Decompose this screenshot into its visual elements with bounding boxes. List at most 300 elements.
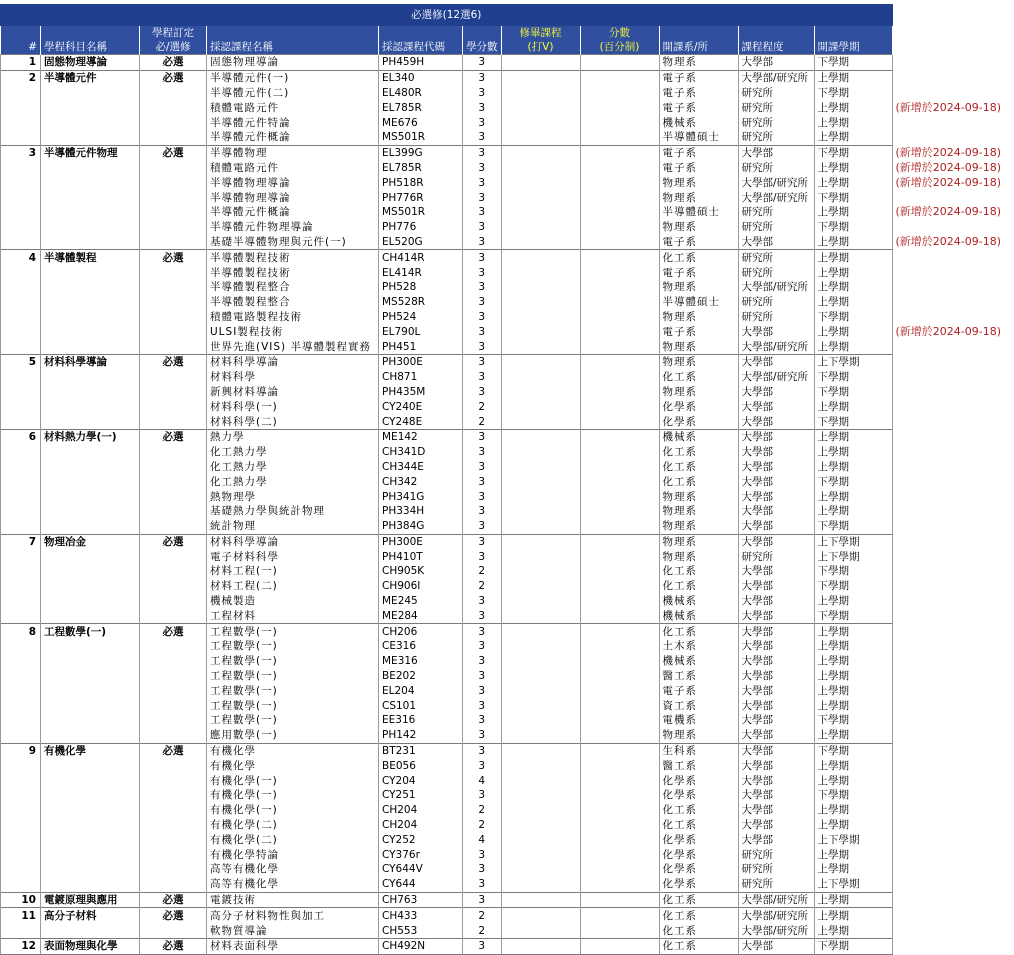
score-cell[interactable] (580, 594, 659, 609)
course-credits: 2 (463, 414, 502, 429)
subject-name: 半導體元件物理 (41, 145, 140, 160)
taken-check-cell[interactable] (501, 161, 580, 176)
taken-check-cell[interactable] (501, 564, 580, 579)
score-cell[interactable] (580, 504, 659, 519)
subject-name: 高分子材料 (41, 908, 140, 923)
course-name: 材料科學(一) (207, 399, 379, 414)
taken-check-cell[interactable] (501, 145, 580, 160)
group-number (1, 86, 41, 101)
score-cell[interactable] (580, 519, 659, 534)
subject-name: 物理冶金 (41, 534, 140, 549)
table-row (1, 414, 1010, 429)
taken-check-cell[interactable] (501, 474, 580, 489)
course-code: CH871 (379, 370, 463, 385)
group-number (1, 877, 41, 892)
taken-check-cell[interactable] (501, 908, 580, 923)
score-cell[interactable] (580, 669, 659, 684)
taken-check-cell[interactable] (501, 698, 580, 713)
subject-name (41, 130, 140, 145)
score-cell[interactable] (580, 698, 659, 713)
department: 物理系 (659, 220, 738, 235)
table-row (1, 579, 1010, 594)
required-type (140, 86, 207, 101)
header-credits: 學分數 (463, 26, 502, 55)
score-cell[interactable] (580, 55, 659, 71)
taken-check-cell[interactable] (501, 115, 580, 130)
course-code: EL480R (379, 86, 463, 101)
header-score: 分數 (百分制) (580, 26, 659, 55)
course-code: PH341G (379, 489, 463, 504)
subject-name: 表面物理與化學 (41, 939, 140, 955)
score-cell[interactable] (580, 788, 659, 803)
taken-check-cell[interactable] (501, 339, 580, 354)
course-code: BT231 (379, 743, 463, 758)
subject-name (41, 339, 140, 354)
required-type (140, 669, 207, 684)
course-code: PH435M (379, 385, 463, 400)
score-cell[interactable] (580, 295, 659, 310)
semester: 上學期 (814, 624, 892, 639)
score-cell[interactable] (580, 354, 659, 369)
group-number (1, 489, 41, 504)
taken-check-cell[interactable] (501, 594, 580, 609)
taken-check-cell[interactable] (501, 370, 580, 385)
course-level: 大學部 (738, 460, 814, 475)
taken-check-cell[interactable] (501, 205, 580, 220)
department: 化工系 (659, 564, 738, 579)
score-cell[interactable] (580, 265, 659, 280)
subject-name (41, 235, 140, 250)
department: 電子系 (659, 683, 738, 698)
score-cell[interactable] (580, 190, 659, 205)
score-cell[interactable] (580, 220, 659, 235)
required-type (140, 639, 207, 654)
required-type: 必選 (140, 429, 207, 444)
score-cell[interactable] (580, 683, 659, 698)
department: 生科系 (659, 743, 738, 758)
semester: 下學期 (814, 86, 892, 101)
taken-check-cell[interactable] (501, 892, 580, 908)
department: 電子系 (659, 100, 738, 115)
group-number (1, 564, 41, 579)
table-row (1, 489, 1010, 504)
score-cell[interactable] (580, 489, 659, 504)
taken-check-cell[interactable] (501, 130, 580, 145)
taken-check-cell[interactable] (501, 713, 580, 728)
taken-check-cell[interactable] (501, 758, 580, 773)
score-cell[interactable] (580, 608, 659, 623)
taken-check-cell[interactable] (501, 354, 580, 369)
course-credits: 3 (463, 354, 502, 369)
semester: 下學期 (814, 579, 892, 594)
score-cell[interactable] (580, 86, 659, 101)
semester: 上學期 (814, 803, 892, 818)
course-credits: 3 (463, 608, 502, 623)
required-type (140, 100, 207, 115)
score-cell[interactable] (580, 161, 659, 176)
course-level: 大學部 (738, 504, 814, 519)
taken-check-cell[interactable] (501, 220, 580, 235)
score-cell[interactable] (580, 939, 659, 955)
score-cell[interactable] (580, 923, 659, 938)
course-level: 研究所 (738, 161, 814, 176)
semester: 上學期 (814, 758, 892, 773)
semester: 上學期 (814, 324, 892, 339)
subject-name (41, 818, 140, 833)
course-name: 半導體元件(二) (207, 86, 379, 101)
score-cell[interactable] (580, 474, 659, 489)
taken-check-cell[interactable] (501, 549, 580, 564)
course-name: 有機化學 (207, 743, 379, 758)
taken-check-cell[interactable] (501, 669, 580, 684)
taken-check-cell[interactable] (501, 579, 580, 594)
taken-check-cell[interactable] (501, 832, 580, 847)
table-row (1, 115, 1010, 130)
course-code: CY240E (379, 399, 463, 414)
course-name: 半導體製程技術 (207, 250, 379, 265)
taken-check-cell[interactable] (501, 235, 580, 250)
subject-name (41, 698, 140, 713)
taken-check-cell[interactable] (501, 939, 580, 955)
score-cell[interactable] (580, 205, 659, 220)
added-note: (新增於2024-09-18) (895, 235, 1002, 249)
taken-check-cell[interactable] (501, 803, 580, 818)
course-level: 大學部/研究所 (738, 892, 814, 908)
course-credits: 3 (463, 624, 502, 639)
subject-name (41, 519, 140, 534)
group-number (1, 324, 41, 339)
taken-check-cell[interactable] (501, 489, 580, 504)
table-row (1, 250, 1010, 265)
taken-check-cell[interactable] (501, 295, 580, 310)
group-number (1, 683, 41, 698)
semester: 上學期 (814, 205, 892, 220)
subject-name (41, 280, 140, 295)
department: 化工系 (659, 370, 738, 385)
course-credits: 3 (463, 698, 502, 713)
score-cell[interactable] (580, 773, 659, 788)
table-row (1, 324, 1010, 339)
course-code: PH528 (379, 280, 463, 295)
score-cell[interactable] (580, 728, 659, 743)
course-level: 大學部 (738, 683, 814, 698)
table-row (1, 519, 1010, 534)
score-cell[interactable] (580, 549, 659, 564)
course-credits: 3 (463, 385, 502, 400)
department: 化學系 (659, 832, 738, 847)
group-number (1, 295, 41, 310)
taken-check-cell[interactable] (501, 310, 580, 325)
course-name: 工程數學(一) (207, 624, 379, 639)
score-cell[interactable] (580, 310, 659, 325)
course-name: 有機化學(一) (207, 788, 379, 803)
header-dept: 開課系/所 (659, 26, 738, 55)
score-cell[interactable] (580, 100, 659, 115)
taken-check-cell[interactable] (501, 847, 580, 862)
taken-check-cell[interactable] (501, 385, 580, 400)
course-credits: 2 (463, 818, 502, 833)
table-row (1, 877, 1010, 892)
course-level: 大學部 (738, 939, 814, 955)
group-number (1, 445, 41, 460)
course-credits: 3 (463, 862, 502, 877)
score-cell[interactable] (580, 324, 659, 339)
required-type (140, 847, 207, 862)
score-cell[interactable] (580, 534, 659, 549)
department: 化工系 (659, 892, 738, 908)
score-cell[interactable] (580, 847, 659, 862)
taken-check-cell[interactable] (501, 190, 580, 205)
score-cell[interactable] (580, 832, 659, 847)
score-cell[interactable] (580, 385, 659, 400)
department: 化學系 (659, 773, 738, 788)
course-table (0, 4, 1010, 955)
score-cell[interactable] (580, 235, 659, 250)
course-name: 軟物質導論 (207, 923, 379, 938)
course-credits: 3 (463, 310, 502, 325)
semester: 上學期 (814, 445, 892, 460)
required-type (140, 683, 207, 698)
taken-check-cell[interactable] (501, 608, 580, 623)
taken-check-cell[interactable] (501, 504, 580, 519)
score-cell[interactable] (580, 399, 659, 414)
course-code: CH204 (379, 803, 463, 818)
course-name: 有機化學(一) (207, 803, 379, 818)
semester: 上學期 (814, 70, 892, 85)
table-row (1, 773, 1010, 788)
department: 機械系 (659, 608, 738, 623)
required-type (140, 654, 207, 669)
subject-name (41, 773, 140, 788)
course-credits: 3 (463, 489, 502, 504)
department: 化學系 (659, 788, 738, 803)
group-number (1, 758, 41, 773)
group-number (1, 115, 41, 130)
table-row (1, 70, 1010, 85)
score-cell[interactable] (580, 460, 659, 475)
semester: 上學期 (814, 669, 892, 684)
taken-check-cell[interactable] (501, 70, 580, 85)
group-number (1, 862, 41, 877)
taken-check-cell[interactable] (501, 728, 580, 743)
score-cell[interactable] (580, 250, 659, 265)
course-credits: 3 (463, 370, 502, 385)
course-code: EL790L (379, 324, 463, 339)
semester: 下學期 (814, 564, 892, 579)
score-cell[interactable] (580, 579, 659, 594)
course-credits: 3 (463, 175, 502, 190)
taken-check-cell[interactable] (501, 280, 580, 295)
course-credits: 3 (463, 280, 502, 295)
course-credits: 3 (463, 339, 502, 354)
group-number (1, 803, 41, 818)
added-note: (新增於2024-09-18) (895, 205, 1002, 219)
course-level: 研究所 (738, 115, 814, 130)
score-cell[interactable] (580, 175, 659, 190)
subject-name (41, 579, 140, 594)
course-code: PH451 (379, 339, 463, 354)
department: 醫工系 (659, 758, 738, 773)
course-name: ULSI製程技術 (207, 324, 379, 339)
group-number: 9 (1, 743, 41, 758)
score-cell[interactable] (580, 743, 659, 758)
course-code: EL785R (379, 100, 463, 115)
score-cell[interactable] (580, 370, 659, 385)
course-code: PH776 (379, 220, 463, 235)
score-cell[interactable] (580, 908, 659, 923)
course-credits: 2 (463, 579, 502, 594)
taken-check-cell[interactable] (501, 414, 580, 429)
course-level: 大學部 (738, 818, 814, 833)
taken-check-cell[interactable] (501, 773, 580, 788)
required-type: 必選 (140, 624, 207, 639)
course-credits: 3 (463, 295, 502, 310)
taken-check-cell[interactable] (501, 399, 580, 414)
subject-name: 固態物理導論 (41, 55, 140, 71)
taken-check-cell[interactable] (501, 324, 580, 339)
subject-name (41, 923, 140, 938)
score-cell[interactable] (580, 862, 659, 877)
required-type (140, 399, 207, 414)
group-number: 11 (1, 908, 41, 923)
course-level: 大學部/研究所 (738, 339, 814, 354)
score-cell[interactable] (580, 145, 659, 160)
course-code: CH553 (379, 923, 463, 938)
table-row (1, 862, 1010, 877)
header-course-name: 採認課程名稱 (207, 26, 379, 55)
table-row (1, 908, 1010, 923)
taken-check-cell[interactable] (501, 445, 580, 460)
score-cell[interactable] (580, 280, 659, 295)
course-credits: 3 (463, 639, 502, 654)
subject-name (41, 460, 140, 475)
course-level: 大學部/研究所 (738, 923, 814, 938)
score-cell[interactable] (580, 713, 659, 728)
taken-check-cell[interactable] (501, 923, 580, 938)
taken-check-cell[interactable] (501, 100, 580, 115)
course-name: 工程材料 (207, 608, 379, 623)
score-cell[interactable] (580, 429, 659, 444)
course-credits: 3 (463, 683, 502, 698)
table-row (1, 220, 1010, 235)
score-cell[interactable] (580, 70, 659, 85)
course-name: 材料科學導論 (207, 534, 379, 549)
course-code: BE056 (379, 758, 463, 773)
score-cell[interactable] (580, 758, 659, 773)
taken-check-cell[interactable] (501, 534, 580, 549)
subject-name (41, 265, 140, 280)
taken-check-cell[interactable] (501, 250, 580, 265)
required-type (140, 265, 207, 280)
course-code: ME676 (379, 115, 463, 130)
semester: 上學期 (814, 847, 892, 862)
taken-check-cell[interactable] (501, 265, 580, 280)
score-cell[interactable] (580, 624, 659, 639)
department: 化工系 (659, 445, 738, 460)
taken-check-cell[interactable] (501, 460, 580, 475)
subject-name: 半導體元件 (41, 70, 140, 85)
course-name: 半導體物理導論 (207, 175, 379, 190)
table-row (1, 205, 1010, 220)
table-row (1, 429, 1010, 444)
taken-check-cell[interactable] (501, 788, 580, 803)
group-number (1, 205, 41, 220)
score-cell[interactable] (580, 564, 659, 579)
taken-check-cell[interactable] (501, 683, 580, 698)
required-type (140, 773, 207, 788)
subject-name (41, 788, 140, 803)
score-cell[interactable] (580, 654, 659, 669)
department: 機械系 (659, 594, 738, 609)
course-credits: 3 (463, 549, 502, 564)
course-level: 大學部 (738, 624, 814, 639)
score-cell[interactable] (580, 639, 659, 654)
table-row (1, 594, 1010, 609)
course-code: EL414R (379, 265, 463, 280)
semester: 上下學期 (814, 549, 892, 564)
taken-check-cell[interactable] (501, 175, 580, 190)
score-cell[interactable] (580, 414, 659, 429)
taken-check-cell[interactable] (501, 877, 580, 892)
score-cell[interactable] (580, 445, 659, 460)
taken-check-cell[interactable] (501, 55, 580, 71)
taken-check-cell[interactable] (501, 862, 580, 877)
department: 機械系 (659, 115, 738, 130)
course-level: 研究所 (738, 220, 814, 235)
score-cell[interactable] (580, 130, 659, 145)
course-name: 化工熱力學 (207, 445, 379, 460)
taken-check-cell[interactable] (501, 743, 580, 758)
table-row (1, 923, 1010, 938)
taken-check-cell[interactable] (501, 639, 580, 654)
course-level: 大學部 (738, 654, 814, 669)
score-cell[interactable] (580, 818, 659, 833)
department: 化工系 (659, 908, 738, 923)
course-name: 半導體元件概論 (207, 205, 379, 220)
taken-check-cell[interactable] (501, 86, 580, 101)
score-cell[interactable] (580, 803, 659, 818)
taken-check-cell[interactable] (501, 519, 580, 534)
course-name: 高分子材料物性與加工 (207, 908, 379, 923)
score-cell[interactable] (580, 339, 659, 354)
course-code: BE202 (379, 669, 463, 684)
table-row (1, 295, 1010, 310)
group-number (1, 654, 41, 669)
score-cell[interactable] (580, 892, 659, 908)
course-level: 大學部/研究所 (738, 908, 814, 923)
course-code: EL340 (379, 70, 463, 85)
taken-check-cell[interactable] (501, 624, 580, 639)
table-row (1, 624, 1010, 639)
course-level: 研究所 (738, 847, 814, 862)
course-name: 化工熱力學 (207, 460, 379, 475)
taken-check-cell[interactable] (501, 429, 580, 444)
required-type (140, 818, 207, 833)
table-row (1, 939, 1010, 955)
group-number (1, 669, 41, 684)
course-code: CH341D (379, 445, 463, 460)
required-type (140, 115, 207, 130)
required-type (140, 788, 207, 803)
course-level: 研究所 (738, 549, 814, 564)
taken-check-cell[interactable] (501, 818, 580, 833)
subject-name (41, 175, 140, 190)
course-credits: 3 (463, 429, 502, 444)
taken-check-cell[interactable] (501, 654, 580, 669)
score-cell[interactable] (580, 115, 659, 130)
score-cell[interactable] (580, 877, 659, 892)
course-credits: 3 (463, 788, 502, 803)
